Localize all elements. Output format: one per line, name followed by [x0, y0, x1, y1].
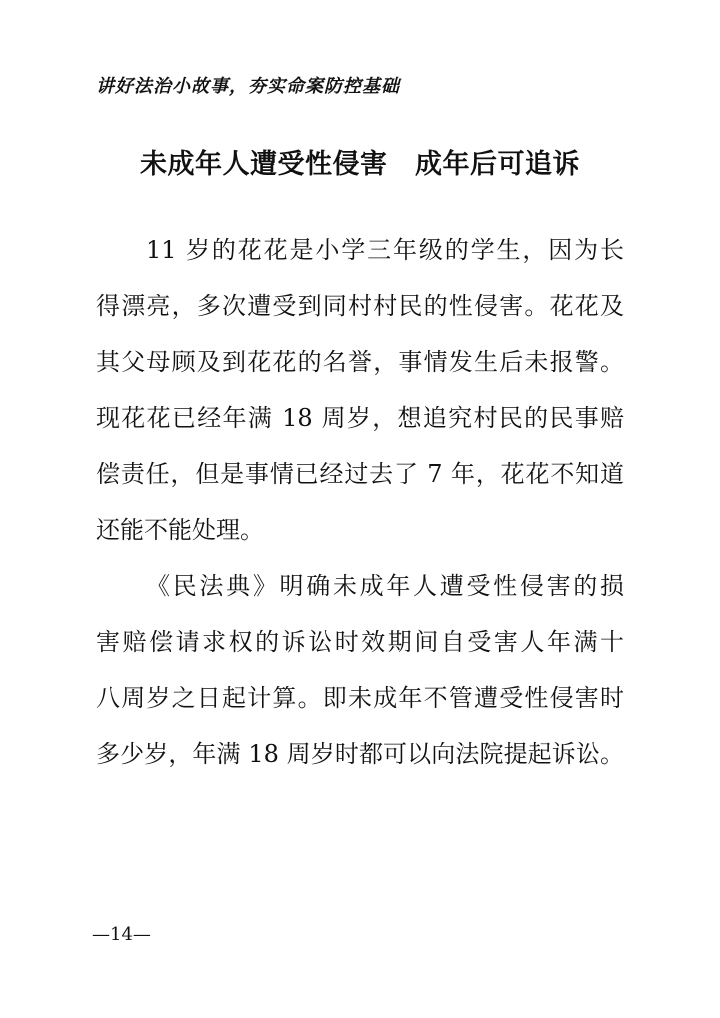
- paragraph-line: 得漂亮，多次遭受到同村村民的性侵害。花花及: [96, 292, 624, 320]
- paragraph-line: 11 岁的花花是小学三年级的学生，因为长: [146, 236, 624, 264]
- page-number: —14—: [92, 924, 151, 945]
- article-title: 未成年人遭受性侵害 成年后可追诉: [140, 149, 580, 180]
- paragraph-line: 现花花已经年满 18 周岁，想追究村民的民事赔: [96, 404, 624, 432]
- paragraph-line: 多少岁，年满 18 周岁时都可以向法院提起诉讼。: [96, 740, 624, 768]
- paragraph-line: 其父母顾及到花花的名誉，事情发生后未报警。: [96, 348, 624, 376]
- paragraph-line: 偿责任，但是事情已经过去了 7 年，花花不知道: [96, 460, 624, 488]
- paragraph-line: 八周岁之日起计算。即未成年不管遭受性侵害时: [96, 684, 624, 712]
- paragraph-line: 还能不能处理。: [96, 516, 264, 544]
- paragraph-line: 《民法典》明确未成年人遭受性侵害的损: [146, 572, 624, 600]
- running-header: 讲好法治小故事，夯实命案防控基础: [96, 76, 400, 97]
- paragraph-line: 害赔偿请求权的诉讼时效期间自受害人年满十: [96, 628, 624, 656]
